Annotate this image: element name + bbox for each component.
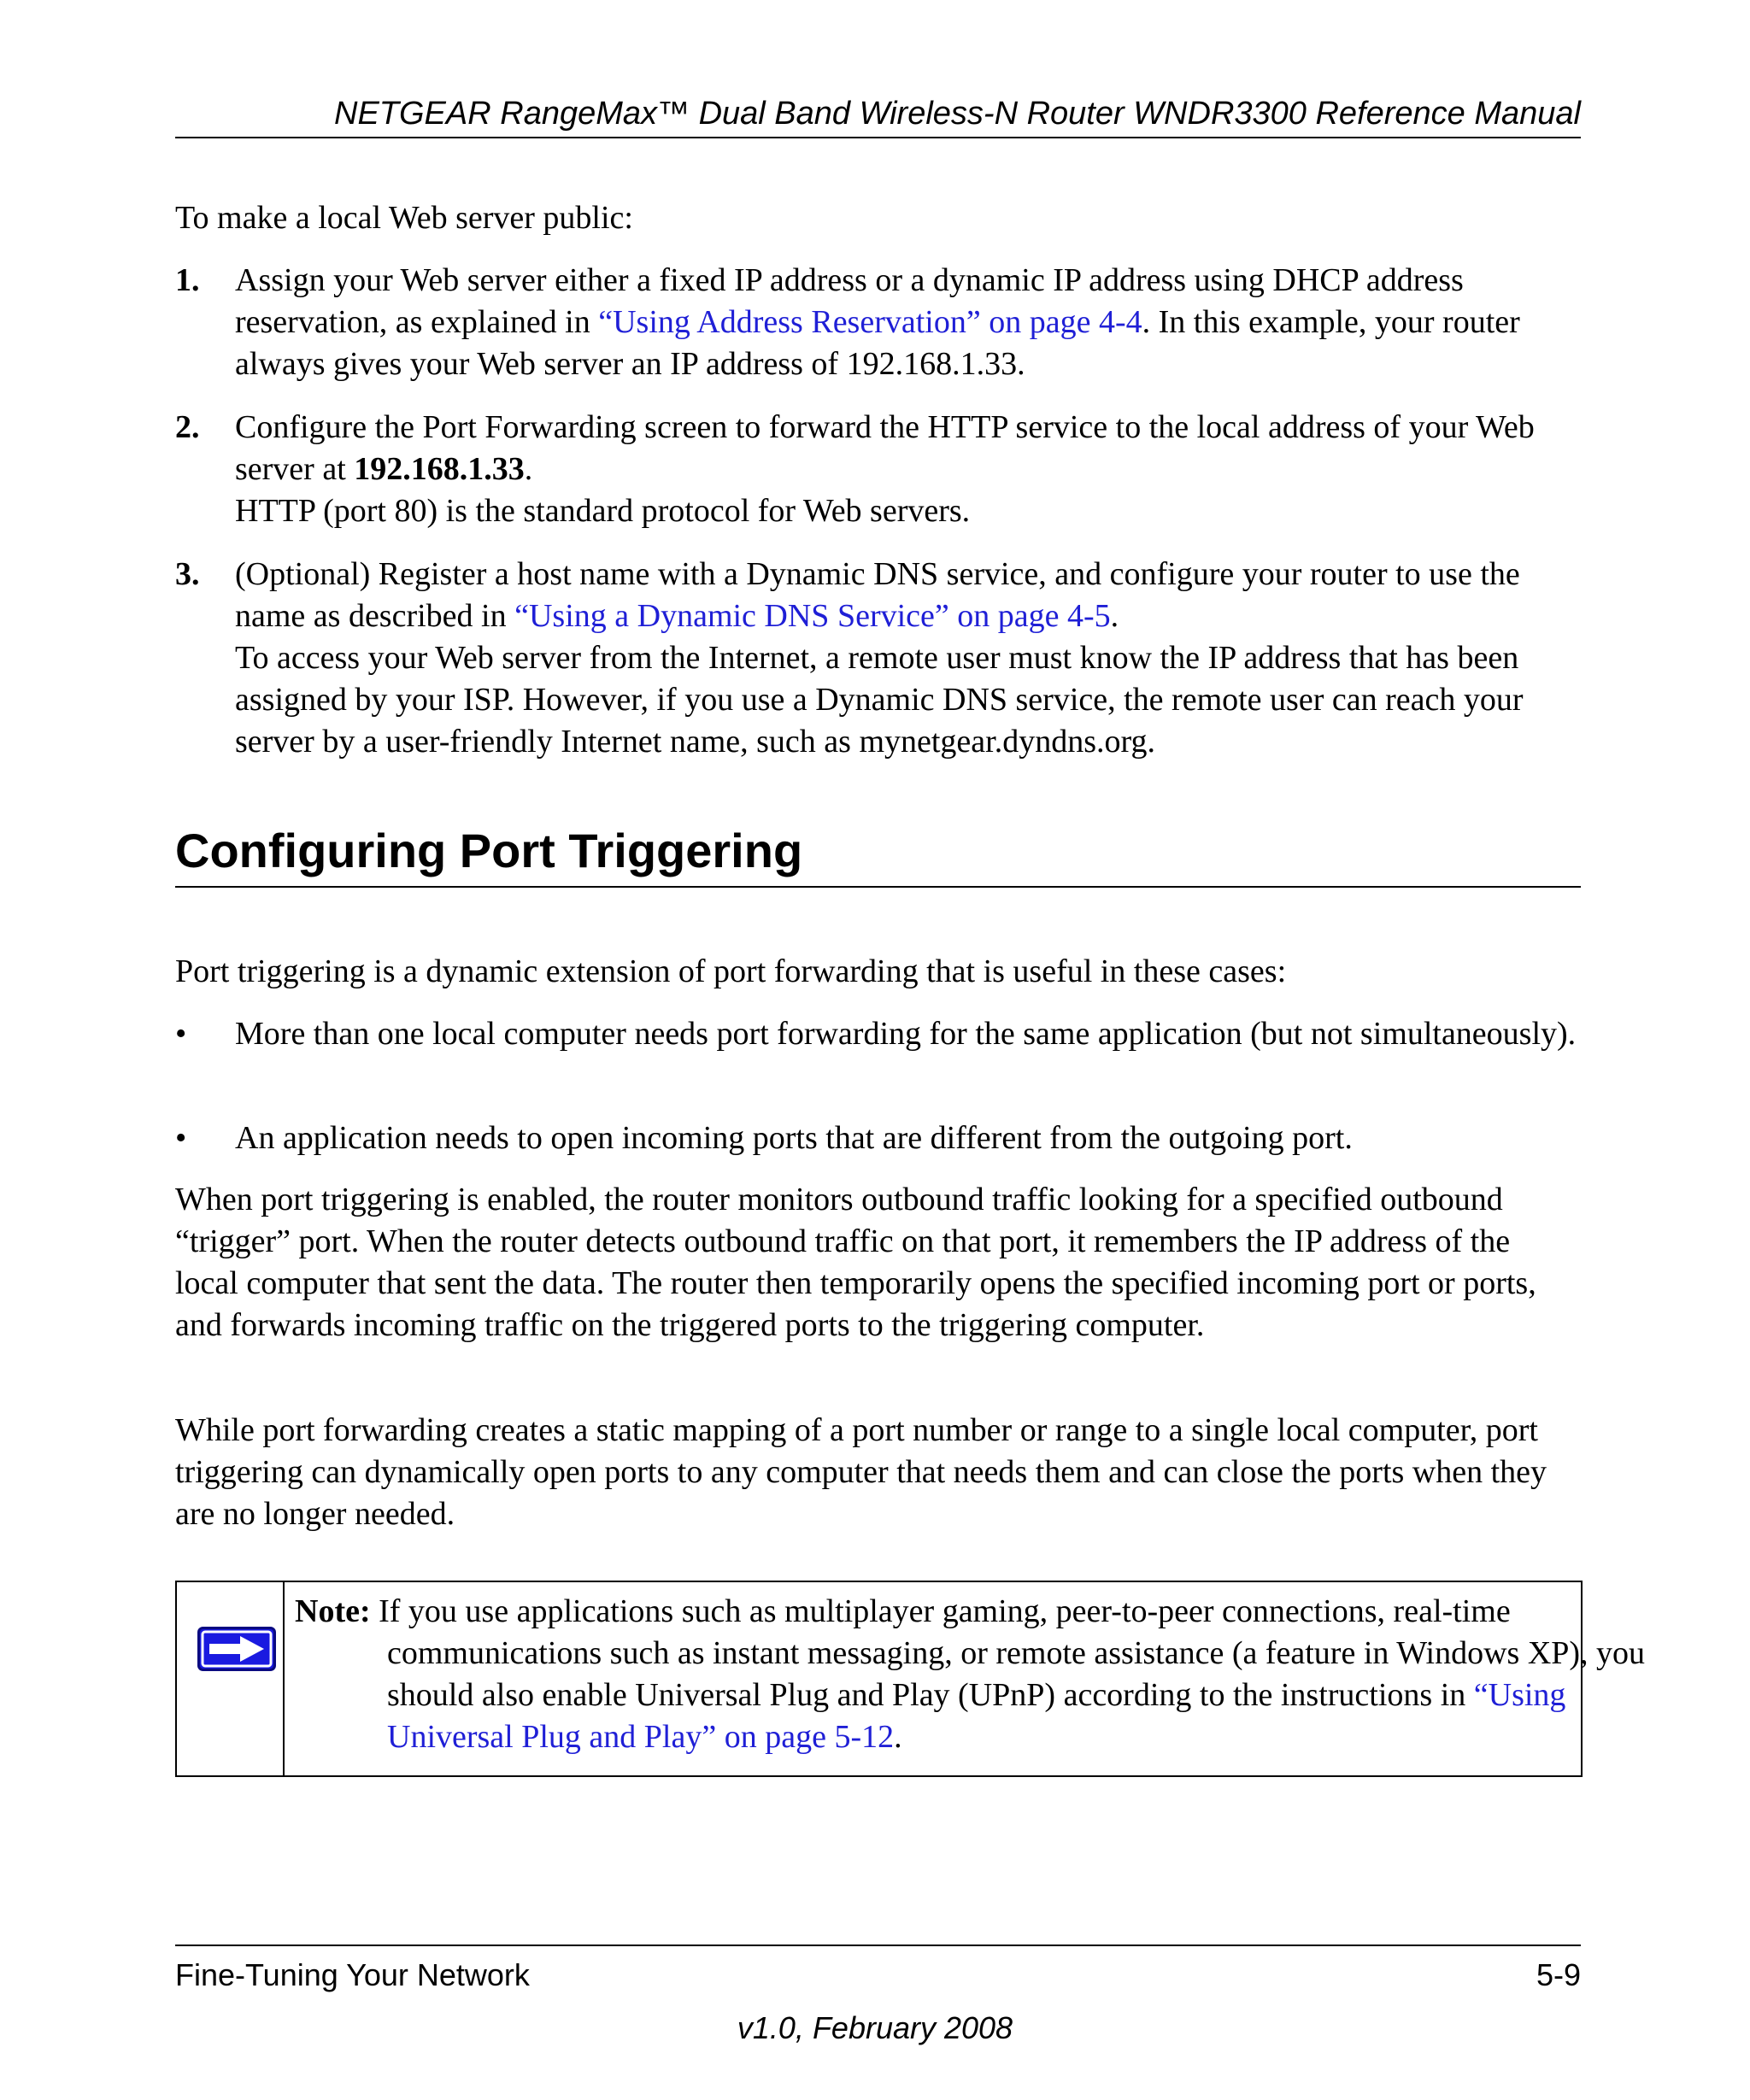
step-text: Configure the Port Forwarding screen to forward the HTTP service to the local address of your Web server at 192.168.1.33.: [235, 409, 1535, 487]
step-extra: To access your Web server from the Internet, a remote user must know the IP address that has been assigned by your ISP. However, if you use a Dynamic DNS service, the remote user can reach your server by a user-friendly Internet name, such as mynetgear.dyndns.org.: [235, 640, 1524, 760]
footer-version: v1.0, February 2008: [737, 2010, 1013, 2045]
step-number: 3.: [175, 556, 200, 592]
footer-rule: [175, 1945, 1581, 1946]
link-address-reservation[interactable]: “Using Address Reservation” on page 4-4: [598, 304, 1142, 340]
note-icon-cell: [177, 1582, 285, 1775]
step-3: [175, 554, 1581, 763]
step-text: Assign your Web server either a fixed IP address or a dynamic IP address using DHCP address reservation, as explained in “Using Address Reservation” on page 4-4. In this example, your router always gives your Web server an IP address of 192.168.1.33.: [235, 262, 1520, 382]
page-number: 5-9: [1536, 1957, 1581, 1992]
step-extra: HTTP (port 80) is the standard protocol for Web servers.: [235, 493, 971, 529]
step-1: [175, 260, 1581, 385]
step-2: [175, 407, 1581, 532]
step-number: 2.: [175, 409, 200, 445]
running-header: NETGEAR RangeMax™ Dual Band Wireless-N Router WNDR3300 Reference Manual: [175, 92, 1581, 138]
bullet-icon: •: [175, 1016, 187, 1052]
arrow-right-icon: [197, 1627, 276, 1671]
bullet-text: An application needs to open incoming ports that are different from the outgoing port.: [235, 1120, 1353, 1156]
bullet-text: More than one local computer needs port forwarding for the same application (but not simultaneously).: [235, 1016, 1577, 1052]
body-paragraph: When port triggering is enabled, the router monitors outbound traffic looking for a specified outbound “trigger” port. When the router detects outbound traffic on that port, it remembers the IP address of the local computer that sent the data. The router then temporarily opens the specified incoming port or ports, and forwards incoming traffic on the triggered ports to the triggering computer.: [175, 1182, 1536, 1343]
note-label: Note:: [295, 1593, 371, 1629]
body-paragraph: While port forwarding creates a static mapping of a port number or range to a single local computer, port triggering can dynamically open ports to any computer that needs them and can close the ports when they are no longer needed.: [175, 1412, 1547, 1532]
bullet-item: [175, 1013, 1581, 1055]
footer-chapter: Fine-Tuning Your Network: [175, 1957, 530, 1992]
link-dynamic-dns[interactable]: “Using a Dynamic DNS Service” on page 4-5: [514, 598, 1111, 634]
link-upnp[interactable]: “Using Universal Plug and Play” on page 5-12: [387, 1677, 1566, 1755]
note-text: Note: If you use applications such as multiplayer gaming, peer-to-peer connections, real-time communications such as instant messaging, or remote assistance (a feature in Windows XP), you should also enable Universal Plug and Play (UPnP) according to the instructions in “Using Universal Plug and Play” on page 5-12.: [295, 1593, 1646, 1755]
bullet-item: [175, 1117, 1581, 1159]
section-intro: Port triggering is a dynamic extension of port forwarding that is useful in these cases:: [175, 953, 1287, 989]
note-box: [175, 1581, 1646, 1777]
bullet-icon: •: [175, 1120, 187, 1156]
step-text: (Optional) Register a host name with a Dynamic DNS service, and configure your router to use the name as described in “Using a Dynamic DNS Service” on page 4-5.: [235, 556, 1520, 634]
intro-paragraph: To make a local Web server public:: [175, 200, 633, 236]
step-number: 1.: [175, 262, 200, 298]
section-heading: Configuring Port Triggering: [175, 824, 1581, 888]
ip-address: 192.168.1.33: [354, 451, 525, 487]
